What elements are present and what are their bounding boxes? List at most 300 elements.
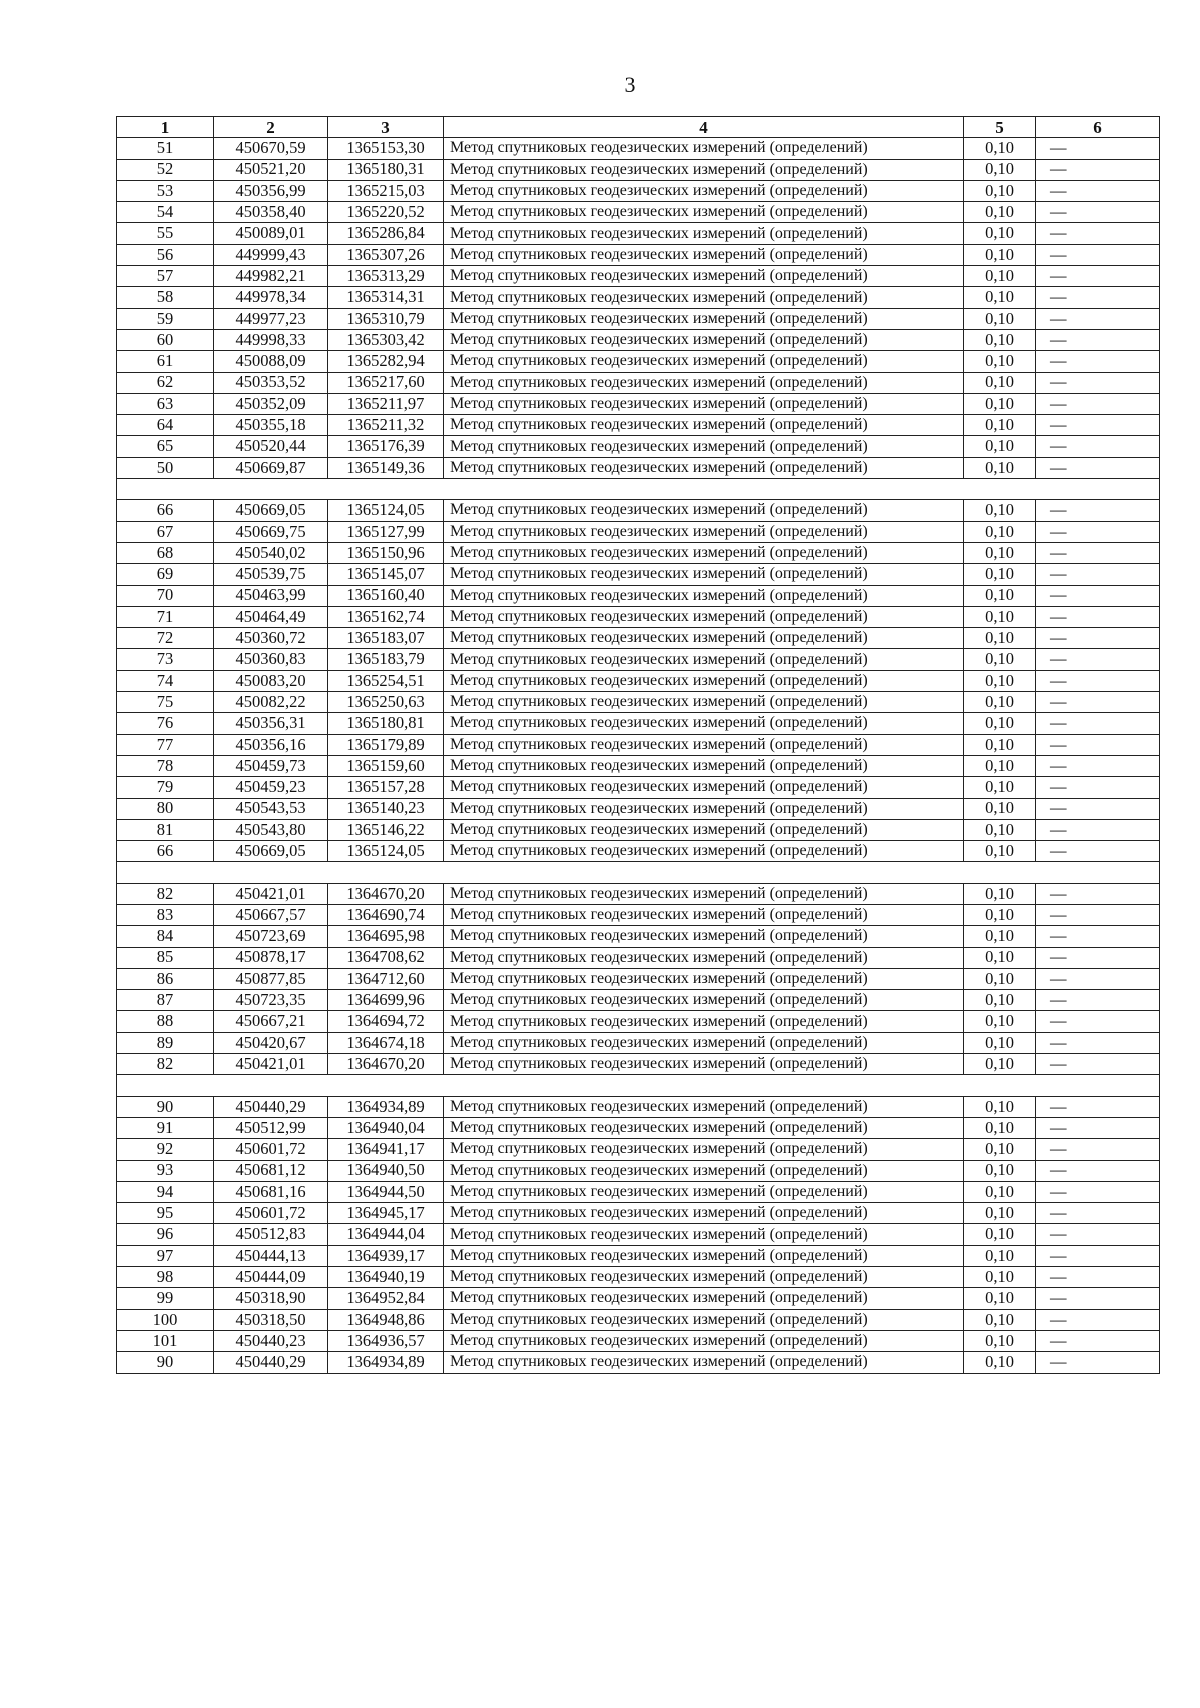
y-coordinate-cell: 1365215,03: [328, 180, 444, 201]
note-cell: —: [1036, 1139, 1160, 1160]
table-row: [117, 606, 1160, 627]
method-cell: Метод спутниковых геодезических измерений (определений): [444, 415, 964, 436]
method-cell: Метод спутниковых геодезических измерений (определений): [444, 1330, 964, 1351]
x-coordinate-cell: 450723,69: [214, 926, 328, 947]
point-number-cell: 93: [117, 1160, 214, 1181]
method-cell: Метод спутниковых геодезических измерений (определений): [444, 777, 964, 798]
precision-cell: 0,10: [964, 1096, 1036, 1117]
x-coordinate-cell: 449977,23: [214, 308, 328, 329]
method-cell: Метод спутниковых геодезических измерений (определений): [444, 841, 964, 862]
method-cell: Метод спутниковых геодезических измерений (определений): [444, 329, 964, 350]
precision-cell: 0,10: [964, 990, 1036, 1011]
precision-cell: 0,10: [964, 628, 1036, 649]
method-cell: Метод спутниковых геодезических измерений (определений): [444, 585, 964, 606]
precision-cell: 0,10: [964, 798, 1036, 819]
point-number-cell: 50: [117, 457, 214, 478]
method-cell: Метод спутниковых геодезических измерений (определений): [444, 287, 964, 308]
method-cell: Метод спутниковых геодезических измерений (определений): [444, 244, 964, 265]
y-coordinate-cell: 1364940,04: [328, 1117, 444, 1138]
method-cell: Метод спутниковых геодезических измерений (определений): [444, 542, 964, 563]
precision-cell: 0,10: [964, 1309, 1036, 1330]
x-coordinate-cell: 450360,72: [214, 628, 328, 649]
y-coordinate-cell: 1365145,07: [328, 564, 444, 585]
table-row: [117, 457, 1160, 478]
x-coordinate-cell: 450669,05: [214, 841, 328, 862]
method-cell: Метод спутниковых геодезических измерений (определений): [444, 266, 964, 287]
table-row: [117, 1096, 1160, 1117]
table-row: [117, 351, 1160, 372]
x-coordinate-cell: 450670,59: [214, 138, 328, 159]
precision-cell: 0,10: [964, 670, 1036, 691]
x-coordinate-cell: 450512,83: [214, 1224, 328, 1245]
table-row: [117, 990, 1160, 1011]
y-coordinate-cell: 1365124,05: [328, 500, 444, 521]
y-coordinate-cell: 1364945,17: [328, 1203, 444, 1224]
point-number-cell: 94: [117, 1181, 214, 1202]
method-cell: Метод спутниковых геодезических измерений (определений): [444, 819, 964, 840]
point-number-cell: 100: [117, 1309, 214, 1330]
method-cell: Метод спутниковых геодезических измерений (определений): [444, 1032, 964, 1053]
method-cell: Метод спутниковых геодезических измерений (определений): [444, 606, 964, 627]
x-coordinate-cell: 449978,34: [214, 287, 328, 308]
y-coordinate-cell: 1365179,89: [328, 734, 444, 755]
header-col-4: 4: [444, 117, 964, 138]
note-cell: —: [1036, 1203, 1160, 1224]
table-row: [117, 202, 1160, 223]
y-coordinate-cell: 1365146,22: [328, 819, 444, 840]
method-cell: Метод спутниковых геодезических измерений (определений): [444, 755, 964, 776]
method-cell: Метод спутниковых геодезических измерений (определений): [444, 393, 964, 414]
point-number-cell: 95: [117, 1203, 214, 1224]
note-cell: —: [1036, 308, 1160, 329]
table-row: [117, 1288, 1160, 1309]
x-coordinate-cell: 450459,23: [214, 777, 328, 798]
method-cell: Метод спутниковых геодезических измерений (определений): [444, 713, 964, 734]
table-row: [117, 968, 1160, 989]
table-row: [117, 223, 1160, 244]
x-coordinate-cell: 450318,50: [214, 1309, 328, 1330]
method-cell: Метод спутниковых геодезических измерений (определений): [444, 1139, 964, 1160]
precision-cell: 0,10: [964, 1181, 1036, 1202]
x-coordinate-cell: 450459,73: [214, 755, 328, 776]
method-cell: Метод спутниковых геодезических измерений (определений): [444, 649, 964, 670]
method-cell: Метод спутниковых геодезических измерений (определений): [444, 734, 964, 755]
table-row: [117, 1181, 1160, 1202]
y-coordinate-cell: 1365220,52: [328, 202, 444, 223]
method-cell: Метод спутниковых геодезических измерений (определений): [444, 1267, 964, 1288]
y-coordinate-cell: 1364699,96: [328, 990, 444, 1011]
x-coordinate-cell: 450420,67: [214, 1032, 328, 1053]
method-cell: Метод спутниковых геодезических измерений (определений): [444, 308, 964, 329]
note-cell: —: [1036, 329, 1160, 350]
y-coordinate-cell: 1365157,28: [328, 777, 444, 798]
point-number-cell: 77: [117, 734, 214, 755]
method-cell: Метод спутниковых геодезических измерений (определений): [444, 457, 964, 478]
x-coordinate-cell: 450877,85: [214, 968, 328, 989]
point-number-cell: 64: [117, 415, 214, 436]
table-row: [117, 628, 1160, 649]
method-cell: Метод спутниковых геодезических измерений (определений): [444, 670, 964, 691]
method-cell: Метод спутниковых геодезических измерений (определений): [444, 1203, 964, 1224]
table-row: [117, 1117, 1160, 1138]
table-row: [117, 372, 1160, 393]
point-number-cell: 60: [117, 329, 214, 350]
table-body: [117, 138, 1160, 1373]
separator-cell: [117, 862, 1160, 883]
table-row: [117, 670, 1160, 691]
y-coordinate-cell: 1365217,60: [328, 372, 444, 393]
table-row: [117, 138, 1160, 159]
table-row: [117, 500, 1160, 521]
precision-cell: 0,10: [964, 393, 1036, 414]
x-coordinate-cell: 450540,02: [214, 542, 328, 563]
y-coordinate-cell: 1364694,72: [328, 1011, 444, 1032]
header-col-2: 2: [214, 117, 328, 138]
precision-cell: 0,10: [964, 1117, 1036, 1138]
note-cell: —: [1036, 244, 1160, 265]
x-coordinate-cell: 450667,57: [214, 904, 328, 925]
note-cell: —: [1036, 755, 1160, 776]
note-cell: —: [1036, 670, 1160, 691]
note-cell: —: [1036, 1160, 1160, 1181]
point-number-cell: 62: [117, 372, 214, 393]
y-coordinate-cell: 1364670,20: [328, 1054, 444, 1075]
precision-cell: 0,10: [964, 287, 1036, 308]
x-coordinate-cell: 450520,44: [214, 436, 328, 457]
point-number-cell: 74: [117, 670, 214, 691]
note-cell: —: [1036, 1011, 1160, 1032]
point-number-cell: 92: [117, 1139, 214, 1160]
header-col-1: 1: [117, 117, 214, 138]
note-cell: —: [1036, 457, 1160, 478]
precision-cell: 0,10: [964, 180, 1036, 201]
method-cell: Метод спутниковых геодезических измерений (определений): [444, 223, 964, 244]
note-cell: —: [1036, 585, 1160, 606]
y-coordinate-cell: 1365127,99: [328, 521, 444, 542]
table-row: [117, 1224, 1160, 1245]
precision-cell: 0,10: [964, 329, 1036, 350]
precision-cell: 0,10: [964, 266, 1036, 287]
x-coordinate-cell: 449982,21: [214, 266, 328, 287]
y-coordinate-cell: 1365140,23: [328, 798, 444, 819]
note-cell: —: [1036, 521, 1160, 542]
precision-cell: 0,10: [964, 1245, 1036, 1266]
y-coordinate-cell: 1365153,30: [328, 138, 444, 159]
y-coordinate-cell: 1364695,98: [328, 926, 444, 947]
x-coordinate-cell: 450463,99: [214, 585, 328, 606]
x-coordinate-cell: 450352,09: [214, 393, 328, 414]
point-number-cell: 90: [117, 1096, 214, 1117]
method-cell: Метод спутниковых геодезических измерений (определений): [444, 926, 964, 947]
table-row: [117, 287, 1160, 308]
point-number-cell: 73: [117, 649, 214, 670]
table-row: [117, 649, 1160, 670]
x-coordinate-cell: 450358,40: [214, 202, 328, 223]
precision-cell: 0,10: [964, 223, 1036, 244]
method-cell: Метод спутниковых геодезических измерений (определений): [444, 1181, 964, 1202]
method-cell: Метод спутниковых геодезических измерений (определений): [444, 1309, 964, 1330]
note-cell: —: [1036, 287, 1160, 308]
y-coordinate-cell: 1365150,96: [328, 542, 444, 563]
precision-cell: 0,10: [964, 1139, 1036, 1160]
note-cell: —: [1036, 1288, 1160, 1309]
point-number-cell: 97: [117, 1245, 214, 1266]
y-coordinate-cell: 1365313,29: [328, 266, 444, 287]
table-row: [117, 1054, 1160, 1075]
note-cell: —: [1036, 202, 1160, 223]
precision-cell: 0,10: [964, 372, 1036, 393]
note-cell: —: [1036, 180, 1160, 201]
x-coordinate-cell: 450601,72: [214, 1203, 328, 1224]
method-cell: Метод спутниковых геодезических измерений (определений): [444, 138, 964, 159]
point-number-cell: 66: [117, 500, 214, 521]
point-number-cell: 83: [117, 904, 214, 925]
y-coordinate-cell: 1365183,79: [328, 649, 444, 670]
x-coordinate-cell: 450512,99: [214, 1117, 328, 1138]
table-row: [117, 308, 1160, 329]
x-coordinate-cell: 450669,87: [214, 457, 328, 478]
method-cell: Метод спутниковых геодезических измерений (определений): [444, 904, 964, 925]
precision-cell: 0,10: [964, 734, 1036, 755]
point-number-cell: 70: [117, 585, 214, 606]
note-cell: —: [1036, 734, 1160, 755]
x-coordinate-cell: 450360,83: [214, 649, 328, 670]
precision-cell: 0,10: [964, 308, 1036, 329]
table-row: [117, 436, 1160, 457]
note-cell: —: [1036, 926, 1160, 947]
point-number-cell: 91: [117, 1117, 214, 1138]
y-coordinate-cell: 1364670,20: [328, 883, 444, 904]
note-cell: —: [1036, 713, 1160, 734]
point-number-cell: 52: [117, 159, 214, 180]
x-coordinate-cell: 450464,49: [214, 606, 328, 627]
precision-cell: 0,10: [964, 777, 1036, 798]
table-row: [117, 1011, 1160, 1032]
note-cell: —: [1036, 1352, 1160, 1373]
group-separator-row: [117, 1075, 1160, 1096]
x-coordinate-cell: 450681,16: [214, 1181, 328, 1202]
y-coordinate-cell: 1364934,89: [328, 1096, 444, 1117]
y-coordinate-cell: 1364952,84: [328, 1288, 444, 1309]
method-cell: Метод спутниковых геодезических измерений (определений): [444, 351, 964, 372]
point-number-cell: 54: [117, 202, 214, 223]
x-coordinate-cell: 450088,09: [214, 351, 328, 372]
x-coordinate-cell: 450669,75: [214, 521, 328, 542]
x-coordinate-cell: 450444,13: [214, 1245, 328, 1266]
method-cell: Метод спутниковых геодезических измерений (определений): [444, 1224, 964, 1245]
y-coordinate-cell: 1364936,57: [328, 1330, 444, 1351]
note-cell: —: [1036, 883, 1160, 904]
precision-cell: 0,10: [964, 500, 1036, 521]
x-coordinate-cell: 450353,52: [214, 372, 328, 393]
x-coordinate-cell: 450681,12: [214, 1160, 328, 1181]
point-number-cell: 66: [117, 841, 214, 862]
precision-cell: 0,10: [964, 585, 1036, 606]
method-cell: Метод спутниковых геодезических измерений (определений): [444, 968, 964, 989]
table-row: [117, 947, 1160, 968]
point-number-cell: 59: [117, 308, 214, 329]
x-coordinate-cell: 450355,18: [214, 415, 328, 436]
precision-cell: 0,10: [964, 1054, 1036, 1075]
point-number-cell: 79: [117, 777, 214, 798]
method-cell: Метод спутниковых геодезических измерений (определений): [444, 1011, 964, 1032]
table-row: [117, 1245, 1160, 1266]
x-coordinate-cell: 450089,01: [214, 223, 328, 244]
note-cell: —: [1036, 351, 1160, 372]
precision-cell: 0,10: [964, 542, 1036, 563]
method-cell: Метод спутниковых геодезических измерений (определений): [444, 628, 964, 649]
method-cell: Метод спутниковых геодезических измерений (определений): [444, 692, 964, 713]
method-cell: Метод спутниковых геодезических измерений (определений): [444, 202, 964, 223]
note-cell: —: [1036, 1224, 1160, 1245]
point-number-cell: 71: [117, 606, 214, 627]
note-cell: —: [1036, 777, 1160, 798]
precision-cell: 0,10: [964, 819, 1036, 840]
y-coordinate-cell: 1365303,42: [328, 329, 444, 350]
point-number-cell: 81: [117, 819, 214, 840]
note-cell: —: [1036, 500, 1160, 521]
point-number-cell: 69: [117, 564, 214, 585]
note-cell: —: [1036, 159, 1160, 180]
point-number-cell: 57: [117, 266, 214, 287]
point-number-cell: 85: [117, 947, 214, 968]
y-coordinate-cell: 1365310,79: [328, 308, 444, 329]
note-cell: —: [1036, 393, 1160, 414]
point-number-cell: 88: [117, 1011, 214, 1032]
note-cell: —: [1036, 542, 1160, 563]
table-row: [117, 819, 1160, 840]
y-coordinate-cell: 1365124,05: [328, 841, 444, 862]
precision-cell: 0,10: [964, 1267, 1036, 1288]
precision-cell: 0,10: [964, 1352, 1036, 1373]
page-number: 3: [624, 72, 636, 97]
method-cell: Метод спутниковых геодезических измерений (определений): [444, 180, 964, 201]
note-cell: —: [1036, 1309, 1160, 1330]
x-coordinate-cell: 450444,09: [214, 1267, 328, 1288]
coordinates-table: [116, 116, 1160, 1374]
header-col-6: 6: [1036, 117, 1160, 138]
x-coordinate-cell: 450440,29: [214, 1096, 328, 1117]
precision-cell: 0,10: [964, 947, 1036, 968]
x-coordinate-cell: 450723,35: [214, 990, 328, 1011]
precision-cell: 0,10: [964, 606, 1036, 627]
table-row: [117, 244, 1160, 265]
table-row: [117, 1032, 1160, 1053]
table-row: [117, 329, 1160, 350]
point-number-cell: 75: [117, 692, 214, 713]
table-row: [117, 883, 1160, 904]
x-coordinate-cell: 450356,99: [214, 180, 328, 201]
point-number-cell: 53: [117, 180, 214, 201]
point-number-cell: 101: [117, 1330, 214, 1351]
header-col-3: 3: [328, 117, 444, 138]
method-cell: Метод спутниковых геодезических измерений (определений): [444, 521, 964, 542]
y-coordinate-cell: 1364940,19: [328, 1267, 444, 1288]
note-cell: —: [1036, 1032, 1160, 1053]
precision-cell: 0,10: [964, 415, 1036, 436]
point-number-cell: 58: [117, 287, 214, 308]
note-cell: —: [1036, 1181, 1160, 1202]
x-coordinate-cell: 450421,01: [214, 1054, 328, 1075]
point-number-cell: 87: [117, 990, 214, 1011]
point-number-cell: 63: [117, 393, 214, 414]
note-cell: —: [1036, 436, 1160, 457]
table-row: [117, 692, 1160, 713]
method-cell: Метод спутниковых геодезических измерений (определений): [444, 883, 964, 904]
note-cell: —: [1036, 649, 1160, 670]
point-number-cell: 72: [117, 628, 214, 649]
y-coordinate-cell: 1364934,89: [328, 1352, 444, 1373]
point-number-cell: 99: [117, 1288, 214, 1309]
x-coordinate-cell: 450082,22: [214, 692, 328, 713]
table-row: [117, 777, 1160, 798]
precision-cell: 0,10: [964, 202, 1036, 223]
precision-cell: 0,10: [964, 521, 1036, 542]
table-header-row: [117, 117, 1160, 138]
note-cell: —: [1036, 841, 1160, 862]
table-row: [117, 926, 1160, 947]
precision-cell: 0,10: [964, 926, 1036, 947]
precision-cell: 0,10: [964, 904, 1036, 925]
precision-cell: 0,10: [964, 1330, 1036, 1351]
note-cell: —: [1036, 1054, 1160, 1075]
method-cell: Метод спутниковых геодезических измерений (определений): [444, 1352, 964, 1373]
y-coordinate-cell: 1365180,31: [328, 159, 444, 180]
table-row: [117, 798, 1160, 819]
note-cell: —: [1036, 1330, 1160, 1351]
precision-cell: 0,10: [964, 841, 1036, 862]
precision-cell: 0,10: [964, 1160, 1036, 1181]
precision-cell: 0,10: [964, 1224, 1036, 1245]
precision-cell: 0,10: [964, 159, 1036, 180]
note-cell: —: [1036, 1096, 1160, 1117]
y-coordinate-cell: 1364948,86: [328, 1309, 444, 1330]
precision-cell: 0,10: [964, 1011, 1036, 1032]
table-row: [117, 713, 1160, 734]
table-row: [117, 180, 1160, 201]
x-coordinate-cell: 450356,31: [214, 713, 328, 734]
table-row: [117, 266, 1160, 287]
method-cell: Метод спутниковых геодезических измерений (определений): [444, 1245, 964, 1266]
table-row: [117, 542, 1160, 563]
point-number-cell: 96: [117, 1224, 214, 1245]
point-number-cell: 56: [117, 244, 214, 265]
precision-cell: 0,10: [964, 564, 1036, 585]
note-cell: —: [1036, 947, 1160, 968]
x-coordinate-cell: 450440,29: [214, 1352, 328, 1373]
precision-cell: 0,10: [964, 436, 1036, 457]
note-cell: —: [1036, 904, 1160, 925]
method-cell: Метод спутниковых геодезических измерений (определений): [444, 1096, 964, 1117]
point-number-cell: 90: [117, 1352, 214, 1373]
precision-cell: 0,10: [964, 883, 1036, 904]
precision-cell: 0,10: [964, 1032, 1036, 1053]
method-cell: Метод спутниковых геодезических измерений (определений): [444, 1288, 964, 1309]
table-row: [117, 755, 1160, 776]
note-cell: —: [1036, 1245, 1160, 1266]
table-row: [117, 841, 1160, 862]
note-cell: —: [1036, 990, 1160, 1011]
y-coordinate-cell: 1365160,40: [328, 585, 444, 606]
y-coordinate-cell: 1364712,60: [328, 968, 444, 989]
x-coordinate-cell: 450318,90: [214, 1288, 328, 1309]
point-number-cell: 80: [117, 798, 214, 819]
note-cell: —: [1036, 138, 1160, 159]
precision-cell: 0,10: [964, 755, 1036, 776]
y-coordinate-cell: 1364941,17: [328, 1139, 444, 1160]
table-row: [117, 564, 1160, 585]
y-coordinate-cell: 1365254,51: [328, 670, 444, 691]
